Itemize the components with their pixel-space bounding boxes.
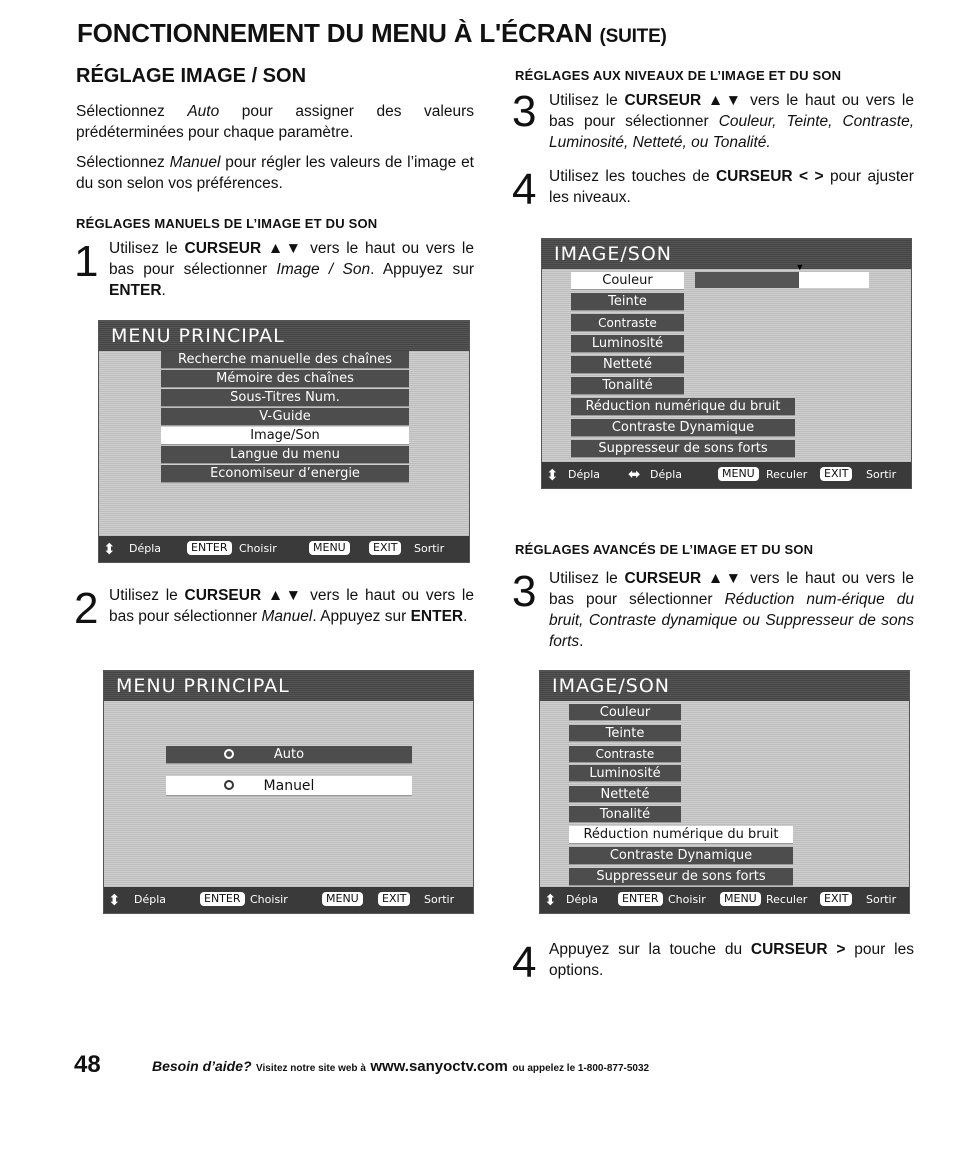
footer-help-label: Besoin d’aide? xyxy=(152,1058,252,1074)
menu-item[interactable]: Contraste Dynamique xyxy=(569,847,793,865)
step-3b-text xyxy=(549,568,914,652)
step-number: 4 xyxy=(512,938,537,987)
footer-url-link[interactable]: www.sanyoctv.com xyxy=(370,1058,508,1075)
text-bold: CURSEUR > xyxy=(750,941,846,958)
text-em: Couleur, Teinte, Contraste, Luminosité, Netteté, ou Tonalité. xyxy=(549,113,914,151)
menu-item[interactable]: V-Guide xyxy=(161,408,409,426)
help-label: Dépla xyxy=(568,468,601,481)
menu-key: MENU xyxy=(720,892,761,906)
text: pour régler les valeurs de l’image et du son selon vos préférences. xyxy=(76,154,474,192)
section-heading: RÉGLAGE IMAGE / SON xyxy=(76,65,307,87)
menu-item[interactable]: Netteté xyxy=(571,356,684,374)
step-4b-text xyxy=(549,939,914,981)
text: vers le haut ou vers le bas pour sélectionner xyxy=(549,570,914,608)
menu-item[interactable]: Recherche manuelle des chaînes xyxy=(161,351,409,369)
text: . Appuyez sur xyxy=(370,261,475,278)
text: pour les options. xyxy=(549,941,914,979)
help-label: Reculer xyxy=(766,468,808,481)
text: . xyxy=(579,633,584,650)
text-bold: CURSEUR ▲▼ xyxy=(624,92,744,109)
menu-item[interactable]: Suppresseur de sons forts xyxy=(569,868,793,886)
menu-item[interactable]: Couleur xyxy=(569,704,681,721)
page-title-text: FONCTIONNEMENT DU MENU À L'ÉCRAN xyxy=(77,18,593,48)
slider-fill xyxy=(695,272,799,288)
menu-key: MENU xyxy=(718,467,759,481)
menu-item[interactable]: Teinte xyxy=(569,725,681,742)
help-label: Reculer xyxy=(766,893,808,906)
radio-icon xyxy=(224,749,234,759)
help-label: Sortir xyxy=(866,468,897,481)
text-bold: CURSEUR < > xyxy=(715,168,824,185)
menu-item[interactable]: Langue du menu xyxy=(161,446,409,464)
left-right-icon: ⬌ xyxy=(628,465,641,483)
page-number: 48 xyxy=(74,1051,101,1078)
tv-screen-image-son-advanced xyxy=(539,670,910,914)
enter-key: ENTER xyxy=(187,541,232,555)
text-em: Manuel xyxy=(169,154,221,171)
menu-item[interactable]: Teinte xyxy=(571,293,684,311)
help-label: Sortir xyxy=(866,893,897,906)
screen-title: IMAGE/SON xyxy=(540,671,909,701)
screen-help-bar xyxy=(540,887,909,913)
text-em: Manuel xyxy=(261,608,313,625)
text-bold: CURSEUR ▲▼ xyxy=(184,240,304,257)
footer-visit: Visitez notre site web à xyxy=(256,1063,366,1074)
menu-item-selected[interactable]: Réduction numérique du bruit xyxy=(569,826,793,844)
step-1-text xyxy=(109,238,474,301)
text-bold: ENTER xyxy=(410,608,464,625)
help-label: Dépla xyxy=(566,893,599,906)
exit-key: EXIT xyxy=(820,467,852,481)
up-down-icon: ⬍ xyxy=(544,891,557,909)
subheading-advanced: RÉGLAGES AVANCÉS DE L’IMAGE ET DU SON xyxy=(515,542,814,557)
menu-item-selected[interactable]: Couleur xyxy=(571,272,684,290)
enter-key: ENTER xyxy=(618,892,663,906)
step-number: 4 xyxy=(512,165,537,214)
help-label: Dépla xyxy=(134,893,167,906)
text: . xyxy=(161,282,166,299)
text: Utilisez le xyxy=(549,570,625,587)
menu-item[interactable]: Contraste xyxy=(571,314,684,332)
menu-item[interactable]: Suppresseur de sons forts xyxy=(571,440,795,458)
footer-phone: ou appelez le 1-800-877-5032 xyxy=(512,1063,650,1074)
text: Sélectionnez xyxy=(76,154,170,171)
menu-item[interactable]: Sous-Titres Num. xyxy=(161,389,409,407)
intro-paragraph-auto xyxy=(76,101,474,143)
up-down-icon: ⬍ xyxy=(108,891,121,909)
menu-item[interactable]: Luminosité xyxy=(569,765,681,782)
menu-item[interactable]: Economiseur d’energie xyxy=(161,465,409,483)
option-label: Auto xyxy=(273,747,305,762)
option-manuel-selected[interactable] xyxy=(166,776,412,796)
text-em: Image / Son xyxy=(276,261,371,278)
screen-help-bar xyxy=(542,462,911,488)
text: . Appuyez sur xyxy=(312,608,411,625)
up-down-icon: ⬍ xyxy=(546,466,559,484)
text: . xyxy=(463,608,468,625)
text: Utilisez le xyxy=(549,92,625,109)
tv-screen-mode-select xyxy=(103,670,474,914)
help-label: Dépla xyxy=(650,468,683,481)
text: Utilisez le xyxy=(109,587,185,604)
step-number: 3 xyxy=(512,87,537,136)
help-label: Sortir xyxy=(414,542,445,555)
text-bold: ENTER xyxy=(109,282,162,299)
text: vers le haut ou vers le bas pour sélectionner xyxy=(109,587,474,625)
text: Appuyez sur la touche du xyxy=(549,941,751,958)
subheading-levels: RÉGLAGES AUX NIVEAUX DE L’IMAGE ET DU SON xyxy=(515,68,842,83)
text-em: Auto xyxy=(187,103,220,120)
menu-item[interactable]: Tonalité xyxy=(571,377,684,395)
intro-paragraph-manuel xyxy=(76,152,474,194)
screen-title: IMAGE/SON xyxy=(542,239,911,269)
tv-screen-main-menu xyxy=(98,320,470,563)
text: pour ajuster les niveaux. xyxy=(549,168,914,206)
help-label: Sortir xyxy=(424,893,455,906)
screen-help-bar xyxy=(104,887,473,913)
exit-key: EXIT xyxy=(820,892,852,906)
text-bold: CURSEUR ▲▼ xyxy=(184,587,304,604)
menu-key: MENU xyxy=(309,541,350,555)
menu-item[interactable]: Tonalité xyxy=(569,806,681,823)
option-auto[interactable] xyxy=(166,746,412,764)
text: vers le haut ou vers le bas pour sélectionner xyxy=(549,92,914,130)
text: vers le haut ou vers le bas pour sélectionner xyxy=(109,240,474,278)
text-bold: CURSEUR ▲▼ xyxy=(624,570,744,587)
menu-key: MENU xyxy=(322,892,363,906)
menu-item[interactable]: Contraste Dynamique xyxy=(571,419,795,437)
text: Sélectionnez xyxy=(76,103,188,120)
step-number: 2 xyxy=(74,584,99,633)
screen-help-bar xyxy=(99,536,469,562)
exit-key: EXIT xyxy=(378,892,410,906)
radio-icon xyxy=(224,780,234,790)
step-4a-text xyxy=(549,166,914,208)
option-label: Manuel xyxy=(263,778,315,794)
slider-marker-icon: ▼ xyxy=(795,262,805,272)
text: Utilisez les touches de xyxy=(549,168,716,185)
exit-key: EXIT xyxy=(369,541,401,555)
subheading-manual: RÉGLAGES MANUELS DE L’IMAGE ET DU SON xyxy=(76,216,378,231)
text: pour assigner des valeurs prédéterminées pour chaque paramètre. xyxy=(76,103,474,141)
text-em: Réduction num-érique du bruit, Contraste dynamique ou Suppresseur de sons forts xyxy=(549,591,914,650)
menu-item[interactable]: Netteté xyxy=(569,786,681,803)
screen-title: MENU PRINCIPAL xyxy=(104,671,473,701)
up-down-icon: ⬍ xyxy=(103,540,116,558)
step-3a-text xyxy=(549,90,914,153)
level-slider[interactable] xyxy=(695,262,869,288)
menu-item[interactable]: Contraste xyxy=(569,746,681,763)
step-number: 3 xyxy=(512,567,537,616)
menu-item[interactable]: Mémoire des chaînes xyxy=(161,370,409,388)
help-label: Choisir xyxy=(250,893,288,906)
page-title-suffix: (SUITE) xyxy=(599,26,667,47)
menu-item-selected[interactable]: Image/Son xyxy=(161,427,409,445)
help-label: Dépla xyxy=(129,542,162,555)
step-2-text xyxy=(109,585,474,627)
page-title xyxy=(77,18,667,49)
step-number: 1 xyxy=(74,237,99,286)
text: Utilisez le xyxy=(109,240,185,257)
footer-help xyxy=(152,1058,649,1076)
screen-title: MENU PRINCIPAL xyxy=(99,321,469,351)
menu-item[interactable]: Luminosité xyxy=(571,335,684,353)
help-label: Choisir xyxy=(239,542,277,555)
enter-key: ENTER xyxy=(200,892,245,906)
tv-screen-image-son-levels xyxy=(541,238,912,489)
menu-item[interactable]: Réduction numérique du bruit xyxy=(571,398,795,416)
help-label: Choisir xyxy=(668,893,706,906)
